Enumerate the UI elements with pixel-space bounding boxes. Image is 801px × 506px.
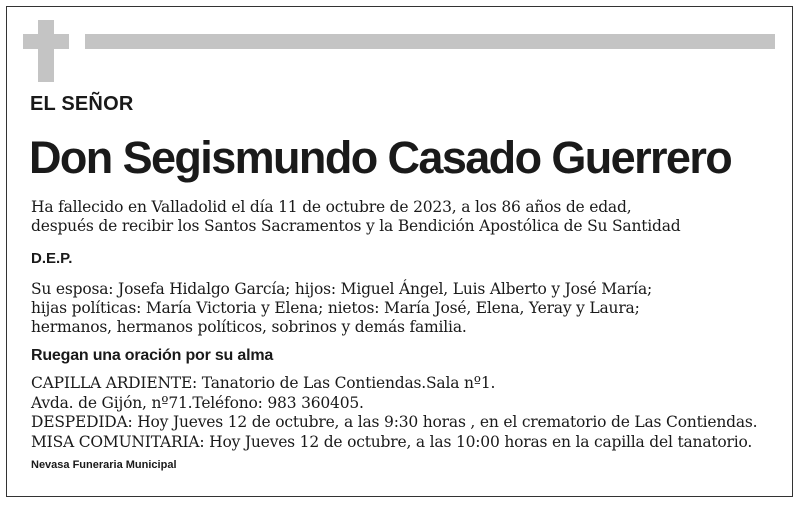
family-line: Su esposa: Josefa Hidalgo García; hijos: Miguel Ángel, Luis Alberto y José María;: [31, 280, 653, 298]
detail-line: CAPILLA ARDIENTE: Tanatorio de Las Contiendas.Sala nº1.: [31, 374, 496, 392]
family-list: [31, 280, 652, 337]
cross-icon-vertical: [38, 20, 54, 82]
funeral-home-credit: Nevasa Funeraria Municipal: [31, 459, 177, 471]
announcement-line: después de recibir los Santos Sacramentos y la Bendición Apostólica de Su Santidad: [31, 217, 681, 235]
detail-line: DESPEDIDA: Hoy Jueves 12 de octubre, a las 9:30 horas , en el crematorio de Las Contiendas.: [31, 413, 758, 431]
family-line: hermanos, hermanos políticos, sobrinos y demás familia.: [31, 318, 467, 336]
prayer-request: Ruegan una oración por su alma: [31, 347, 274, 364]
cross-icon-horizontal: [23, 34, 69, 49]
deceased-name: Don Segismundo Casado Guerrero: [29, 132, 732, 183]
header-divider-bar: [85, 34, 775, 49]
honorific-title: EL SEÑOR: [30, 93, 134, 115]
detail-line: Avda. de Gijón, nº71.Teléfono: 983 360405.: [31, 393, 364, 412]
rip-label: D.E.P.: [31, 250, 73, 267]
announcement-line: Ha fallecido en Valladolid el día 11 de octubre de 2023, a los 86 años de edad,: [31, 198, 632, 216]
family-line: hijas políticas: María Victoria y Elena; nietos: María José, Elena, Yeray y Laura;: [31, 299, 640, 317]
service-details: [31, 374, 757, 452]
detail-line: MISA COMUNITARIA: Hoy Jueves 12 de octubre, a las 10:00 horas en la capilla del tanatorio.: [31, 432, 753, 451]
death-announcement: [31, 198, 681, 236]
